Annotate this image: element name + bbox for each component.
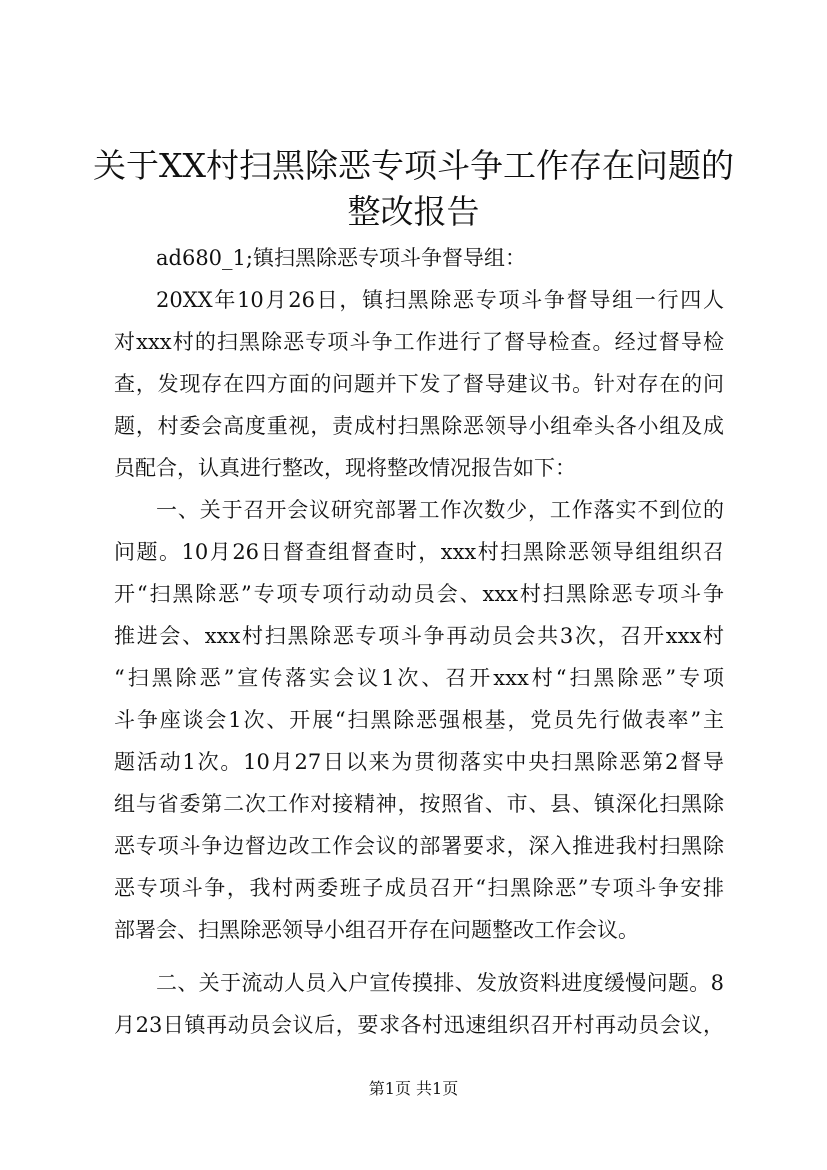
title-line-2: 整改报告 bbox=[347, 192, 480, 231]
paragraph-2-line-10: 恶专项斗争，我村两委班子成员召开“扫黑除恶”专项斗争安排 bbox=[114, 876, 724, 900]
document-body bbox=[114, 237, 724, 1046]
paragraph-2-line-11: 部署会、扫黑除恶领导小组召开存在问题整改工作会议。 bbox=[114, 918, 639, 942]
paragraph-3-line-2: 月23日镇再动员会议后，要求各村迅速组织召开村再动员会议， bbox=[114, 1013, 724, 1037]
paragraph-2-line-4: 推进会、xxx村扫黑除恶专项斗争再动员会共3次，召开xxx村 bbox=[114, 624, 724, 648]
paragraph-2-line-6: 斗争座谈会1次、开展“扫黑除恶强根基，党员先行做表率”主 bbox=[114, 708, 724, 732]
paragraph-1-line-5: 员配合，认真进行整改，现将整改情况报告如下： bbox=[114, 456, 576, 480]
salutation: ad680_1;镇扫黑除恶专项斗争督导组： bbox=[156, 246, 526, 270]
document-title bbox=[60, 143, 767, 235]
paragraph-2-line-1: 一、关于召开会议研究部署工作次数少，工作落实不到位的 bbox=[156, 498, 724, 522]
paragraph-2-line-7: 题活动1次。10月27日以来为贯彻落实中央扫黑除恶第2督导 bbox=[114, 750, 724, 774]
paragraph-2-line-8: 组与省委第二次工作对接精神，按照省、市、县、镇深化扫黑除 bbox=[114, 792, 724, 816]
paragraph-2-line-2: 问题。10月26日督查组督查时，xxx村扫黑除恶领导组组织召 bbox=[114, 540, 724, 564]
paragraph-1-line-1: 20XX年10月26日，镇扫黑除恶专项斗争督导组一行四人 bbox=[156, 288, 724, 312]
paragraph-2-line-5: “扫黑除恶”宣传落实会议1次、召开xxx村“扫黑除恶”专项 bbox=[114, 666, 724, 690]
paragraph-2-line-3: 开“扫黑除恶”专项专项行动动员会、xxx村扫黑除恶专项斗争 bbox=[114, 582, 724, 606]
paragraph-2-line-9: 恶专项斗争边督边改工作会议的部署要求，深入推进我村扫黑除 bbox=[114, 834, 724, 858]
paragraph-3-line-1: 二、关于流动人员入户宣传摸排、发放资料进度缓慢问题。8 bbox=[156, 971, 724, 995]
paragraph-1-line-2: 对xxx村的扫黑除恶专项斗争工作进行了督导检查。经过督导检 bbox=[114, 330, 724, 354]
paragraph-1-line-4: 题，村委会高度重视，责成村扫黑除恶领导小组牵头各小组及成 bbox=[114, 414, 724, 438]
paragraph-1-line-3: 查，发现存在四方面的问题并下发了督导建议书。针对存在的问 bbox=[114, 372, 724, 396]
title-line-1: 关于XX村扫黑除恶专项斗争工作存在问题的 bbox=[93, 146, 734, 185]
page-footer: 第1页 共1页 bbox=[368, 1079, 459, 1098]
